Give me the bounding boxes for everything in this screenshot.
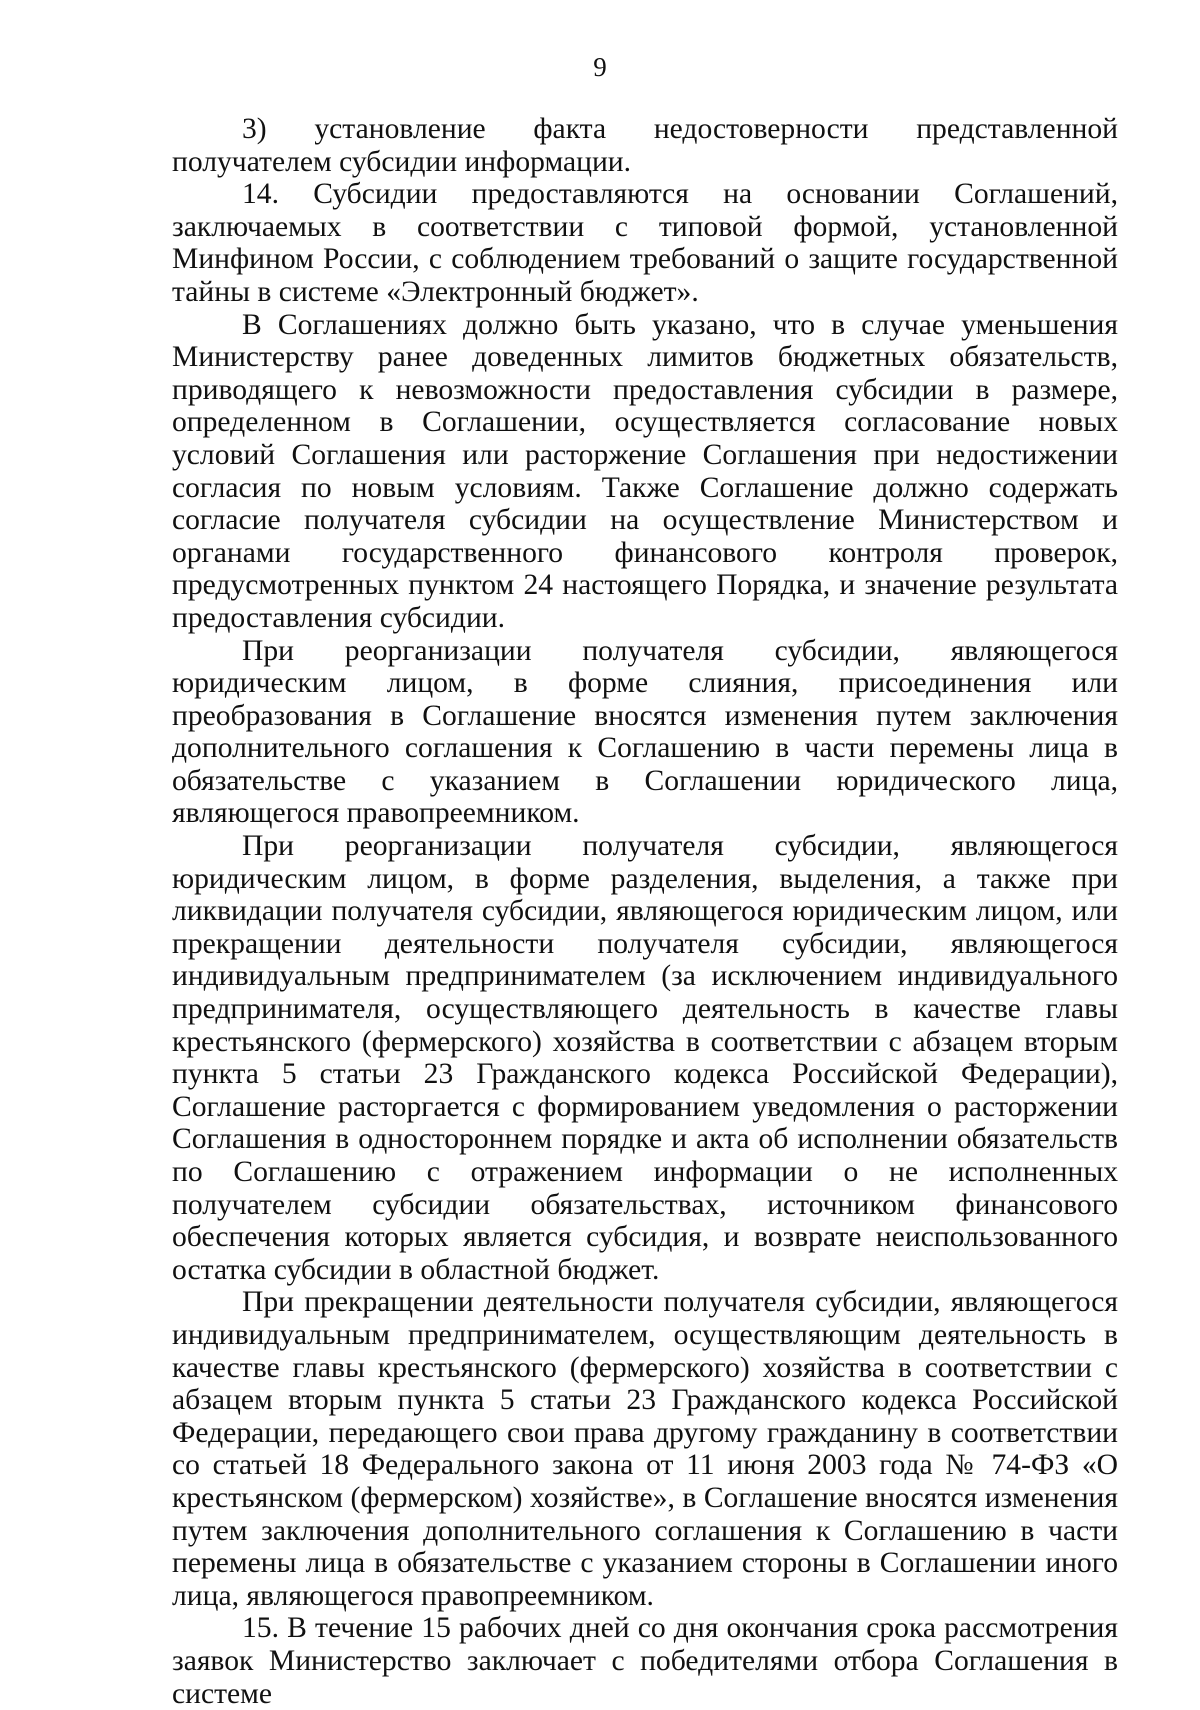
paragraph-reorganization-division: При реорганизации получателя субсидии, являющегося юридическим лицом, в форме разделения, выделения, а также при ликвидации получателя субсидии, являющегося юридическим лицом, или прекращении деятельности получателя субсидии, являющегося индивидуальным предпринимателем (за исключением индивидуального предпринимателя, осуществляющего деятельность в качестве главы крестьянского (фермерского) хозяйства в соответствии с абзацем вторым пункта 5 статьи 23 Гражданского кодекса Российской Федерации), Соглашение расторгается с формированием уведомления о расторжении Соглашения в одностороннем порядке и акта об исполнении обязательств по Соглашению с отражением информации о не исполненных получателем субсидии обязательствах, источником финансового обеспечения которых является субсидия, и возврате неиспользованного остатка субсидии в областной бюджет. <box>172 830 1118 1286</box>
paragraph-farm-termination: При прекращении деятельности получателя субсидии, являющегося индивидуальным предпринимателем, осуществляющим деятельность в качестве главы крестьянского (фермерского) хозяйства в соответствии с абзацем вторым пункта 5 статьи 23 Гражданского кодекса Российской Федерации, передающего свои права другому гражданину в соответствии со статьей 18 Федерального закона от 11 июня 2003 года № 74-ФЗ «О крестьянском (фермерском) хозяйстве», в Соглашение вносятся изменения путем заключения дополнительного соглашения к Соглашению в части перемены лица в обязательстве с указанием стороны в Соглашении иного лица, являющегося правопреемником. <box>172 1286 1118 1612</box>
paragraph-item-3: 3) установление факта недостоверности представленной получателем субсидии информации. <box>172 113 1118 178</box>
paragraph-reorganization-merger: При реорганизации получателя субсидии, являющегося юридическим лицом, в форме слияния, присоединения или преобразования в Соглашение вносятся изменения путем заключения дополнительного соглашения к Соглашению в части перемены лица в обязательстве с указанием в Соглашении юридического лица, являющегося правопреемником. <box>172 634 1118 830</box>
paragraph-budget-limits: В Соглашениях должно быть указано, что в случае уменьшения Министерству ранее доведенных лимитов бюджетных обязательств, приводящего к невозможности предоставления субсидии в размере, определенном в Соглашении, осуществляется согласование новых условий Соглашения или расторжение Соглашения при недостижении согласия по новым условиям. Также Соглашение должно содержать согласие получателя субсидии на осуществление Министерством и органами государственного финансового контроля проверок, предусмотренных пунктом 24 настоящего Порядка, и значение результата предоставления субсидии. <box>172 308 1118 634</box>
paragraph-clause-14: 14. Субсидии предоставляются на основании Соглашений, заключаемых в соответствии с типовой формой, установленной Минфином России, с соблюдением требований о защите государственной тайны в системе «Электронный бюджет». <box>172 178 1118 308</box>
page-number: 9 <box>593 52 607 82</box>
document-body <box>172 113 1118 1710</box>
paragraph-clause-15: 15. В течение 15 рабочих дней со дня окончания срока рассмотрения заявок Министерство заключает с победителями отбора Соглашения в системе <box>172 1612 1118 1710</box>
